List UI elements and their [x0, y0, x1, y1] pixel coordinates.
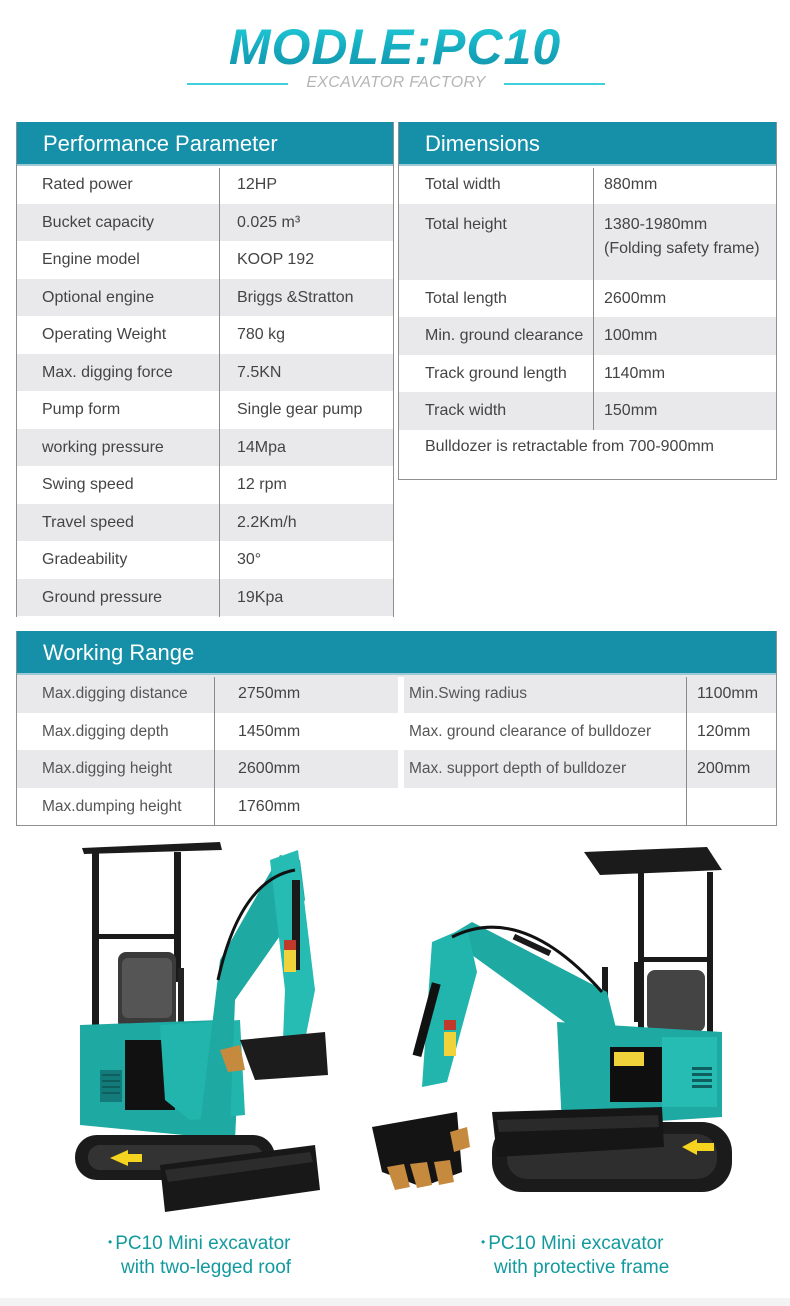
row-value-secondary: 200mm — [697, 760, 751, 777]
page-title: MODLE:PC10 — [0, 18, 790, 76]
row-value: 14Mpa — [237, 438, 286, 456]
table-row — [17, 166, 393, 204]
row-label: Rated power — [42, 176, 133, 193]
table-row — [399, 204, 776, 280]
row-value: 100mm — [604, 327, 658, 344]
row-label: Total height — [425, 215, 507, 233]
row-label: Total length — [425, 289, 507, 307]
table-row — [17, 675, 776, 713]
table-row — [399, 355, 776, 393]
caption-line1: PC10 Mini excavator — [488, 1233, 664, 1254]
row-label-secondary: Max. ground clearance of bulldozer — [409, 722, 652, 740]
page-header — [0, 18, 790, 76]
column-gap — [398, 677, 404, 789]
column-divider — [593, 168, 594, 430]
row-value: 2600mm — [604, 289, 667, 307]
table-row — [17, 466, 393, 504]
row-label: Max.digging distance — [42, 685, 188, 702]
row-label: Optional engine — [42, 288, 155, 306]
dimensions-table — [398, 122, 777, 480]
table-row — [17, 713, 776, 751]
working-range-table — [16, 631, 777, 826]
page-subtitle: EXCAVATOR FACTORY — [306, 74, 486, 91]
row-label: working pressure — [42, 438, 164, 456]
product-caption-two-legged-roof — [108, 1230, 291, 1280]
row-label: Gradeability — [42, 551, 128, 568]
column-divider — [214, 677, 215, 825]
table-row — [399, 166, 776, 204]
row-value: 7.5KN — [237, 363, 282, 381]
row-value-secondary: 120mm — [697, 722, 751, 740]
table-row — [17, 429, 393, 467]
dimensions-header: Dimensions — [399, 122, 776, 166]
row-label: Track ground length — [425, 364, 567, 382]
row-label-secondary: Max. support depth of bulldozer — [409, 760, 627, 777]
row-label: Operating Weight — [42, 326, 167, 343]
row-label: Swing speed — [42, 476, 134, 493]
row-value: KOOP 192 — [237, 251, 315, 268]
column-divider — [686, 677, 687, 825]
row-label: Bucket capacity — [42, 213, 155, 231]
row-value: 2750mm — [238, 685, 301, 702]
row-label: Max. digging force — [42, 363, 173, 381]
row-value: 2600mm — [238, 760, 301, 777]
row-value: 1760mm — [238, 797, 301, 815]
table-row — [17, 579, 393, 617]
row-value: Single gear pump — [237, 401, 363, 418]
performance-parameter-table — [16, 122, 394, 617]
working-range-header: Working Range — [17, 631, 776, 675]
excavator-two-legged-roof-image — [70, 840, 340, 1225]
row-value: 30° — [237, 551, 262, 568]
divider-right — [504, 83, 605, 85]
row-value: 0.025 m³ — [237, 213, 301, 231]
row-value: 150mm — [604, 402, 658, 419]
row-value-line2: (Folding safety frame) — [604, 239, 760, 257]
row-label: Track width — [425, 402, 507, 419]
row-value: 880mm — [604, 176, 658, 193]
table-row — [17, 279, 393, 317]
table-row — [17, 750, 776, 788]
row-value: Briggs &Stratton — [237, 288, 354, 306]
product-caption-protective-frame — [481, 1230, 669, 1280]
bullet-icon: • — [481, 1235, 486, 1249]
row-label: Max.digging height — [42, 760, 173, 777]
table-row — [399, 317, 776, 355]
subtitle-row — [0, 74, 790, 94]
row-value — [604, 213, 760, 289]
row-label: Pump form — [42, 401, 121, 418]
footer-divider — [0, 1298, 790, 1306]
table-row — [17, 391, 393, 429]
row-label: Ground pressure — [42, 588, 163, 606]
row-label: Max.digging depth — [42, 722, 169, 740]
table-row — [17, 354, 393, 392]
bulldozer-note: Bulldozer is retractable from 700-900mm — [425, 438, 715, 455]
row-value: 12HP — [237, 176, 278, 193]
row-label: Travel speed — [42, 513, 134, 531]
table-row — [17, 204, 393, 242]
performance-header: Performance Parameter — [17, 122, 393, 166]
row-label: Max.dumping height — [42, 797, 182, 815]
table-row — [17, 504, 393, 542]
table-row — [399, 392, 776, 430]
caption-line1: PC10 Mini excavator — [115, 1233, 291, 1254]
row-value-secondary: 1100mm — [697, 685, 759, 702]
row-label-secondary: Min.Swing radius — [409, 685, 528, 702]
row-value: 1450mm — [238, 722, 301, 740]
row-value: 1140mm — [604, 364, 666, 382]
excavator-protective-frame-image — [362, 842, 742, 1222]
row-value: 12 rpm — [237, 476, 287, 493]
column-divider — [219, 168, 220, 617]
table-row — [17, 316, 393, 354]
row-value: 2.2Km/h — [237, 513, 297, 531]
caption-line2: with protective frame — [494, 1257, 670, 1278]
bullet-icon: • — [108, 1235, 113, 1249]
divider-left — [187, 83, 288, 85]
row-label: Min. ground clearance — [425, 327, 584, 344]
table-row — [17, 788, 776, 826]
caption-line2: with two-legged roof — [121, 1257, 292, 1278]
row-value-line1: 1380-1980mm — [604, 215, 708, 233]
row-label: Total width — [425, 176, 501, 193]
table-row — [399, 280, 776, 318]
table-row — [17, 241, 393, 279]
row-value: 780 kg — [237, 326, 286, 343]
row-label: Engine model — [42, 251, 140, 268]
row-value: 19Kpa — [237, 588, 284, 606]
table-row — [17, 541, 393, 579]
